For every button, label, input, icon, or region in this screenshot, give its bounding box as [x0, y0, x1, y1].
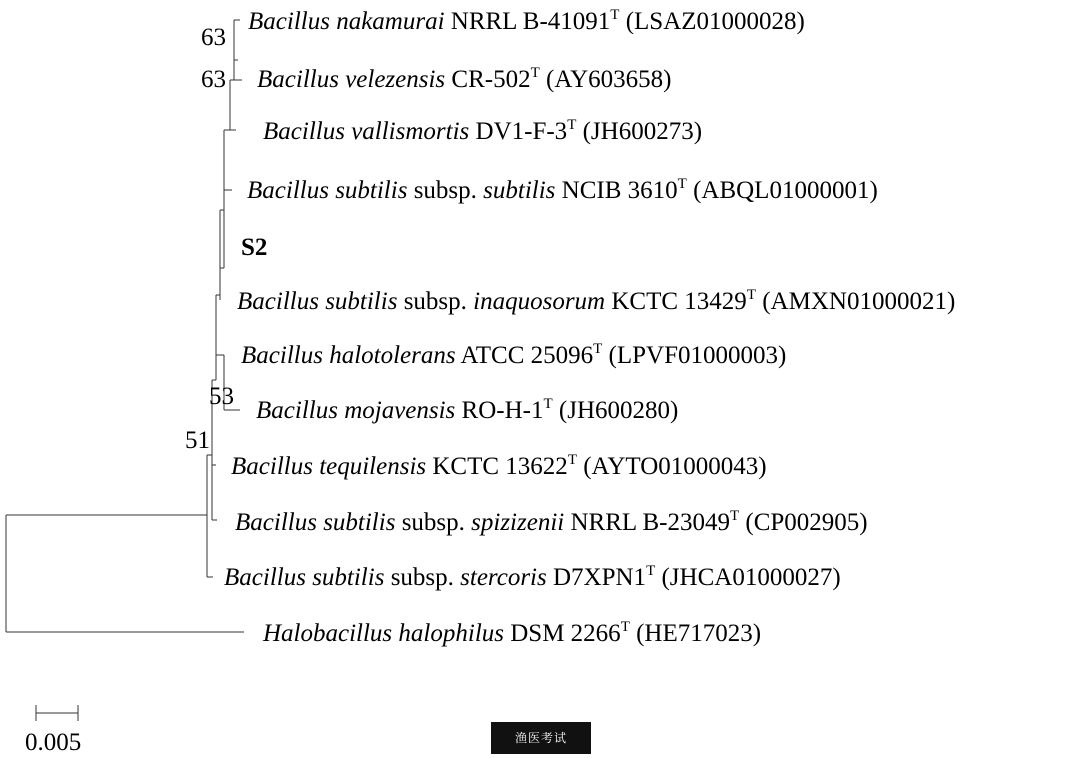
taxon-label: Bacillus subtilis subsp. stercoris $D7XPN1^T$ (JHCA01000027)	[224, 563, 841, 591]
taxon-label: Bacillus subtilis subsp. subtilis NCIB $3610^T$ (ABQL01000001)	[247, 176, 878, 204]
scale-bar	[25, 705, 81, 756]
taxon-label: Halobacillus halophilus DSM $2266^T$ (HE717023)	[263, 619, 762, 647]
taxon-label: Bacillus mojavensis $RO-H-1^T$ (JH600280)	[256, 396, 679, 424]
watermark-logo: 渔医考试	[491, 722, 591, 754]
taxon-label: Bacillus subtilis subsp. spizizenii NRRL $B-23049^T$ (CP002905)	[235, 508, 868, 536]
bootstrap-value: 63	[201, 66, 226, 93]
bootstrap-value: 63	[201, 24, 226, 51]
tree-branches	[6, 20, 244, 632]
taxon-label: Bacillus subtilis subsp. inaquosorum KCTC $13429^T$ (AMXN01000021)	[237, 287, 956, 315]
taxon-label: Bacillus velezensis $CR-502^T$ (AY603658)	[257, 65, 672, 93]
taxon-label: Bacillus halotolerans ATCC $25096^T$ (LPVF01000003)	[241, 341, 787, 369]
bootstrap-values	[185, 24, 234, 454]
taxon-label-s2: S2	[241, 234, 268, 261]
bootstrap-value: 51	[185, 427, 210, 454]
scale-bar-label: 0.005	[25, 729, 82, 756]
bootstrap-value: 53	[209, 383, 234, 410]
taxon-label: Bacillus nakamurai NRRL $B-41091^T$ (LSAZ01000028)	[248, 7, 805, 35]
taxon-label: Bacillus vallismortis $DV1-F-3^T$ (JH600273)	[263, 117, 703, 145]
taxon-label: Bacillus tequilensis KCTC $13622^T$ (AYTO01000043)	[231, 452, 767, 480]
taxon-labels	[224, 7, 955, 647]
